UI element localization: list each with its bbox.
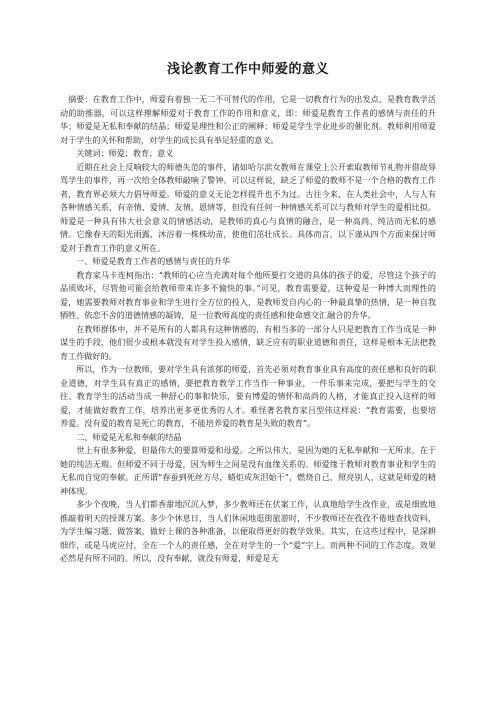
abstract-paragraph: 摘要：在教育工作中，师爱有着独一无二不可替代的作用，它是一切教育行为的出发点，是教育教学活动的助推器，可以这样理解师爱对于教育工作的作用和意义，即：师爱是教育工作者的感情与责任的升华；师爱是无私和奉献的结晶；师爱是理性和公正的阐释；师爱是学生学业进步的催化剂。教师利用师爱对于学生的关怀和帮助，对学生的成长具有举足轻重的意义。 [60,94,436,145]
body-paragraph: 近期在社会上反响较大的师德失范的事件，诸如哈尔滨女教师在课堂上公开索取教师节礼物并借故辱骂学生的事件，再一次给全体教师敲响了警钟。可以这样说，缺乏了师爱的教师不是一个合格的教育工作者，教育界必须大力倡导师爱。师爱的意义无论怎样提升也不为过。古往今来，在人类社会中，人与人有各种情感关系，有亲情、爱情、友情，恩情等，但没有任何一种情感关系可以与教师对学生的爱相比拟。师爱是一种具有伟大社会意义的情感活动，是教师的真心与真情的融合，是一种高尚、纯洁而无私的感情。它像春天的阳光雨露，沐浴着一株株幼苗，使他们茁壮成长。具体而言，以下谨从四个方面来探讨师爱对于教育工作的意义所在。 [60,161,436,253]
body-paragraph: 所以，作为一位教师，要对学生具有浓郁的师爱，首先必须对教育事业具有高度的责任感和良好的职业道德，对学生具有真正的感情，要把教育教学工作当作一种事业，一件乐事来完成，要把与学生的交往、教育学生的活动当成一种舒心的事和快乐，要有博爱的情怀和高尚的人格，才能真正投入这样的师爱，才能做好教育工作，培养出更多更优秀的人才。难怪著名教育家吕型伟这样说：“教育需要，也要培养爱。没有爱的教育是死亡的教育，不能培养爱的教育是失败的教育”。 [60,364,436,428]
body-paragraph: 教育家马卡连柯指出：“教师的心应当充满对每个他所要打交道的具体的孩子的爱，尽管这个孩子的品质败坏，尽管他可能会给教师带来许多不愉快的事。”可见，教育需要爱，这种爱是一种博大而理性的爱，她需要教师对教育事业和学生进行全方位的投入，是教师发自内心的一种最真挚的热情，是一种自我牺牲、依恋不舍的道德情感的凝铸，是一位教师高度的责任感和使命感交汇融合的升华。 [60,269,436,320]
section-heading: 二、师爱是无私和奉献的结晶 [76,431,182,442]
body-paragraph: 世上有很多种爱，但最伟大的要算师爱和母爱。之所以伟大，是因为她的无私奉献和一无所求，在于她的纯洁无瑕。但师爱不同于母爱，因为师生之间是没有血缘关系的。师爱缘于教师对教育事业和学生的无私而自觉的奉献。正所谓“春蚕到死丝方尽，蜡炬成灰泪始干”，燃烧自己，照亮别人，这就是师爱的精神体现。 [60,445,436,496]
body-paragraph: 在教师群体中，并不是所有的人都具有这种情感的，有相当多的一部分人只是把教育工作当成是一种谋生的手段，他们很少或根本就没有对学生投入感情，缺乏应有的职业道德和责任，这样是根本无法把教育工作做好的。 [60,323,436,361]
keywords-line: 关键词：师爱；教育；意义 [76,148,174,158]
body-paragraph: 多少个夜晚，当人们都香甜地沉沉入梦，多少教师还在伏案工作，认真地给学生改作业，或是细致地推敲着明天的授课方案。多少个休息日，当人们休闲地逛街旅游时，不少教师还在孜孜不倦地查找资料，为学生编习题、做答案，做好上课的各种准备，以便取得更好的教学效果。其实，在这些过程中，是深耕细作，或是马虎应付，全在一个人的责任感，全在对学生的一个“爱”字上。而两种不同的工作态度，效果必然是有所不同的。所以，没有奉献，就没有师爱，师爱是无 [60,499,436,563]
document-title: 浅论教育工作中师爱的意义 [166,62,329,77]
section-heading: 一、师爱是教育工作者的感情与责任的升华 [76,256,230,266]
document-body [60,93,436,566]
